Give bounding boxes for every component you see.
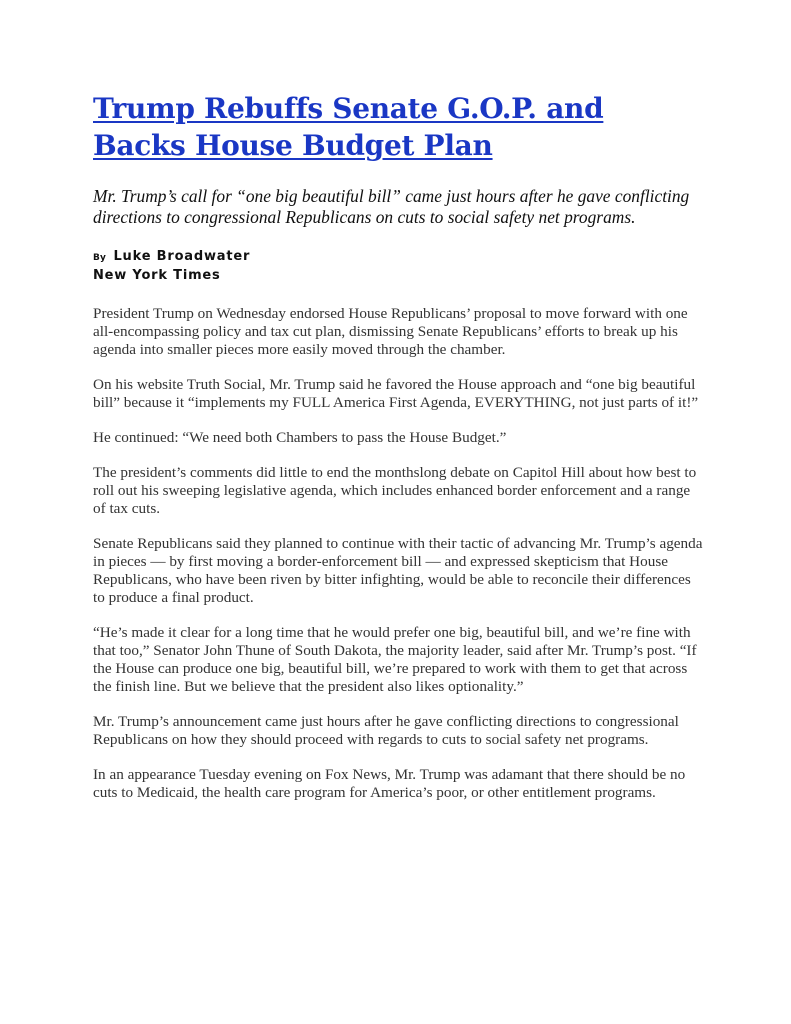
article-paragraph: On his website Truth Social, Mr. Trump said he favored the House approach and “one big beautiful bill” because it “implements my FULL America First Agenda, EVERYTHING, not just parts of it!” <box>93 376 699 411</box>
byline-publication: New York Times <box>93 268 221 283</box>
byline-author-line <box>93 248 703 267</box>
headline-link[interactable]: Trump Rebuffs Senate G.O.P. and Backs House Budget Plan <box>93 92 604 162</box>
article-paragraph: President Trump on Wednesday endorsed House Republicans’ proposal to move forward with one all-encompassing policy and tax cut plan, dismissing Senate Republicans’ efforts to break up his agenda into smaller pieces more easily moved through the chamber. <box>93 305 688 358</box>
article-body <box>93 305 703 802</box>
article-paragraph: “He’s made it clear for a long time that he would prefer one big, beautiful bill, and we’re fine with that too,” Senator John Thune of South Dakota, the majority leader, said after Mr. Trump’s post. “If the House can produce one big, beautiful bill, we’re prepared to work with them to get that across the finish line. But we believe that the president also likes optionality.” <box>93 624 697 695</box>
article-paragraph: Mr. Trump’s announcement came just hours after he gave conflicting directions to congressional Republicans on how they should proceed with regards to cuts to social safety net programs. <box>93 713 679 748</box>
article-paragraph: Senate Republicans said they planned to continue with their tactic of advancing Mr. Trump’s agenda in pieces — by first moving a border-enforcement bill — and expressed skepticism that House Republicans, who have been riven by bitter infighting, would be able to reconcile their differences to produce a final product. <box>93 535 703 606</box>
article-paragraph: The president’s comments did little to end the monthslong debate on Capitol Hill about how best to roll out his sweeping legislative agenda, which includes enhanced border enforcement and a range of tax cuts. <box>93 464 697 517</box>
article-dek: Mr. Trump’s call for “one big beautiful bill” came just hours after he gave conflicting directions to congressional Republicans on cuts to social safety net programs. <box>93 186 690 227</box>
byline <box>93 248 703 285</box>
byline-author: Luke Broadwater <box>113 249 251 264</box>
article-page <box>93 90 703 819</box>
article-paragraph: He continued: “We need both Chambers to pass the House Budget.” <box>93 429 507 446</box>
byline-prefix: By <box>93 253 107 263</box>
article-paragraph: In an appearance Tuesday evening on Fox News, Mr. Trump was adamant that there should be no cuts to Medicaid, the health care program for America’s poor, or other entitlement programs. <box>93 766 686 801</box>
